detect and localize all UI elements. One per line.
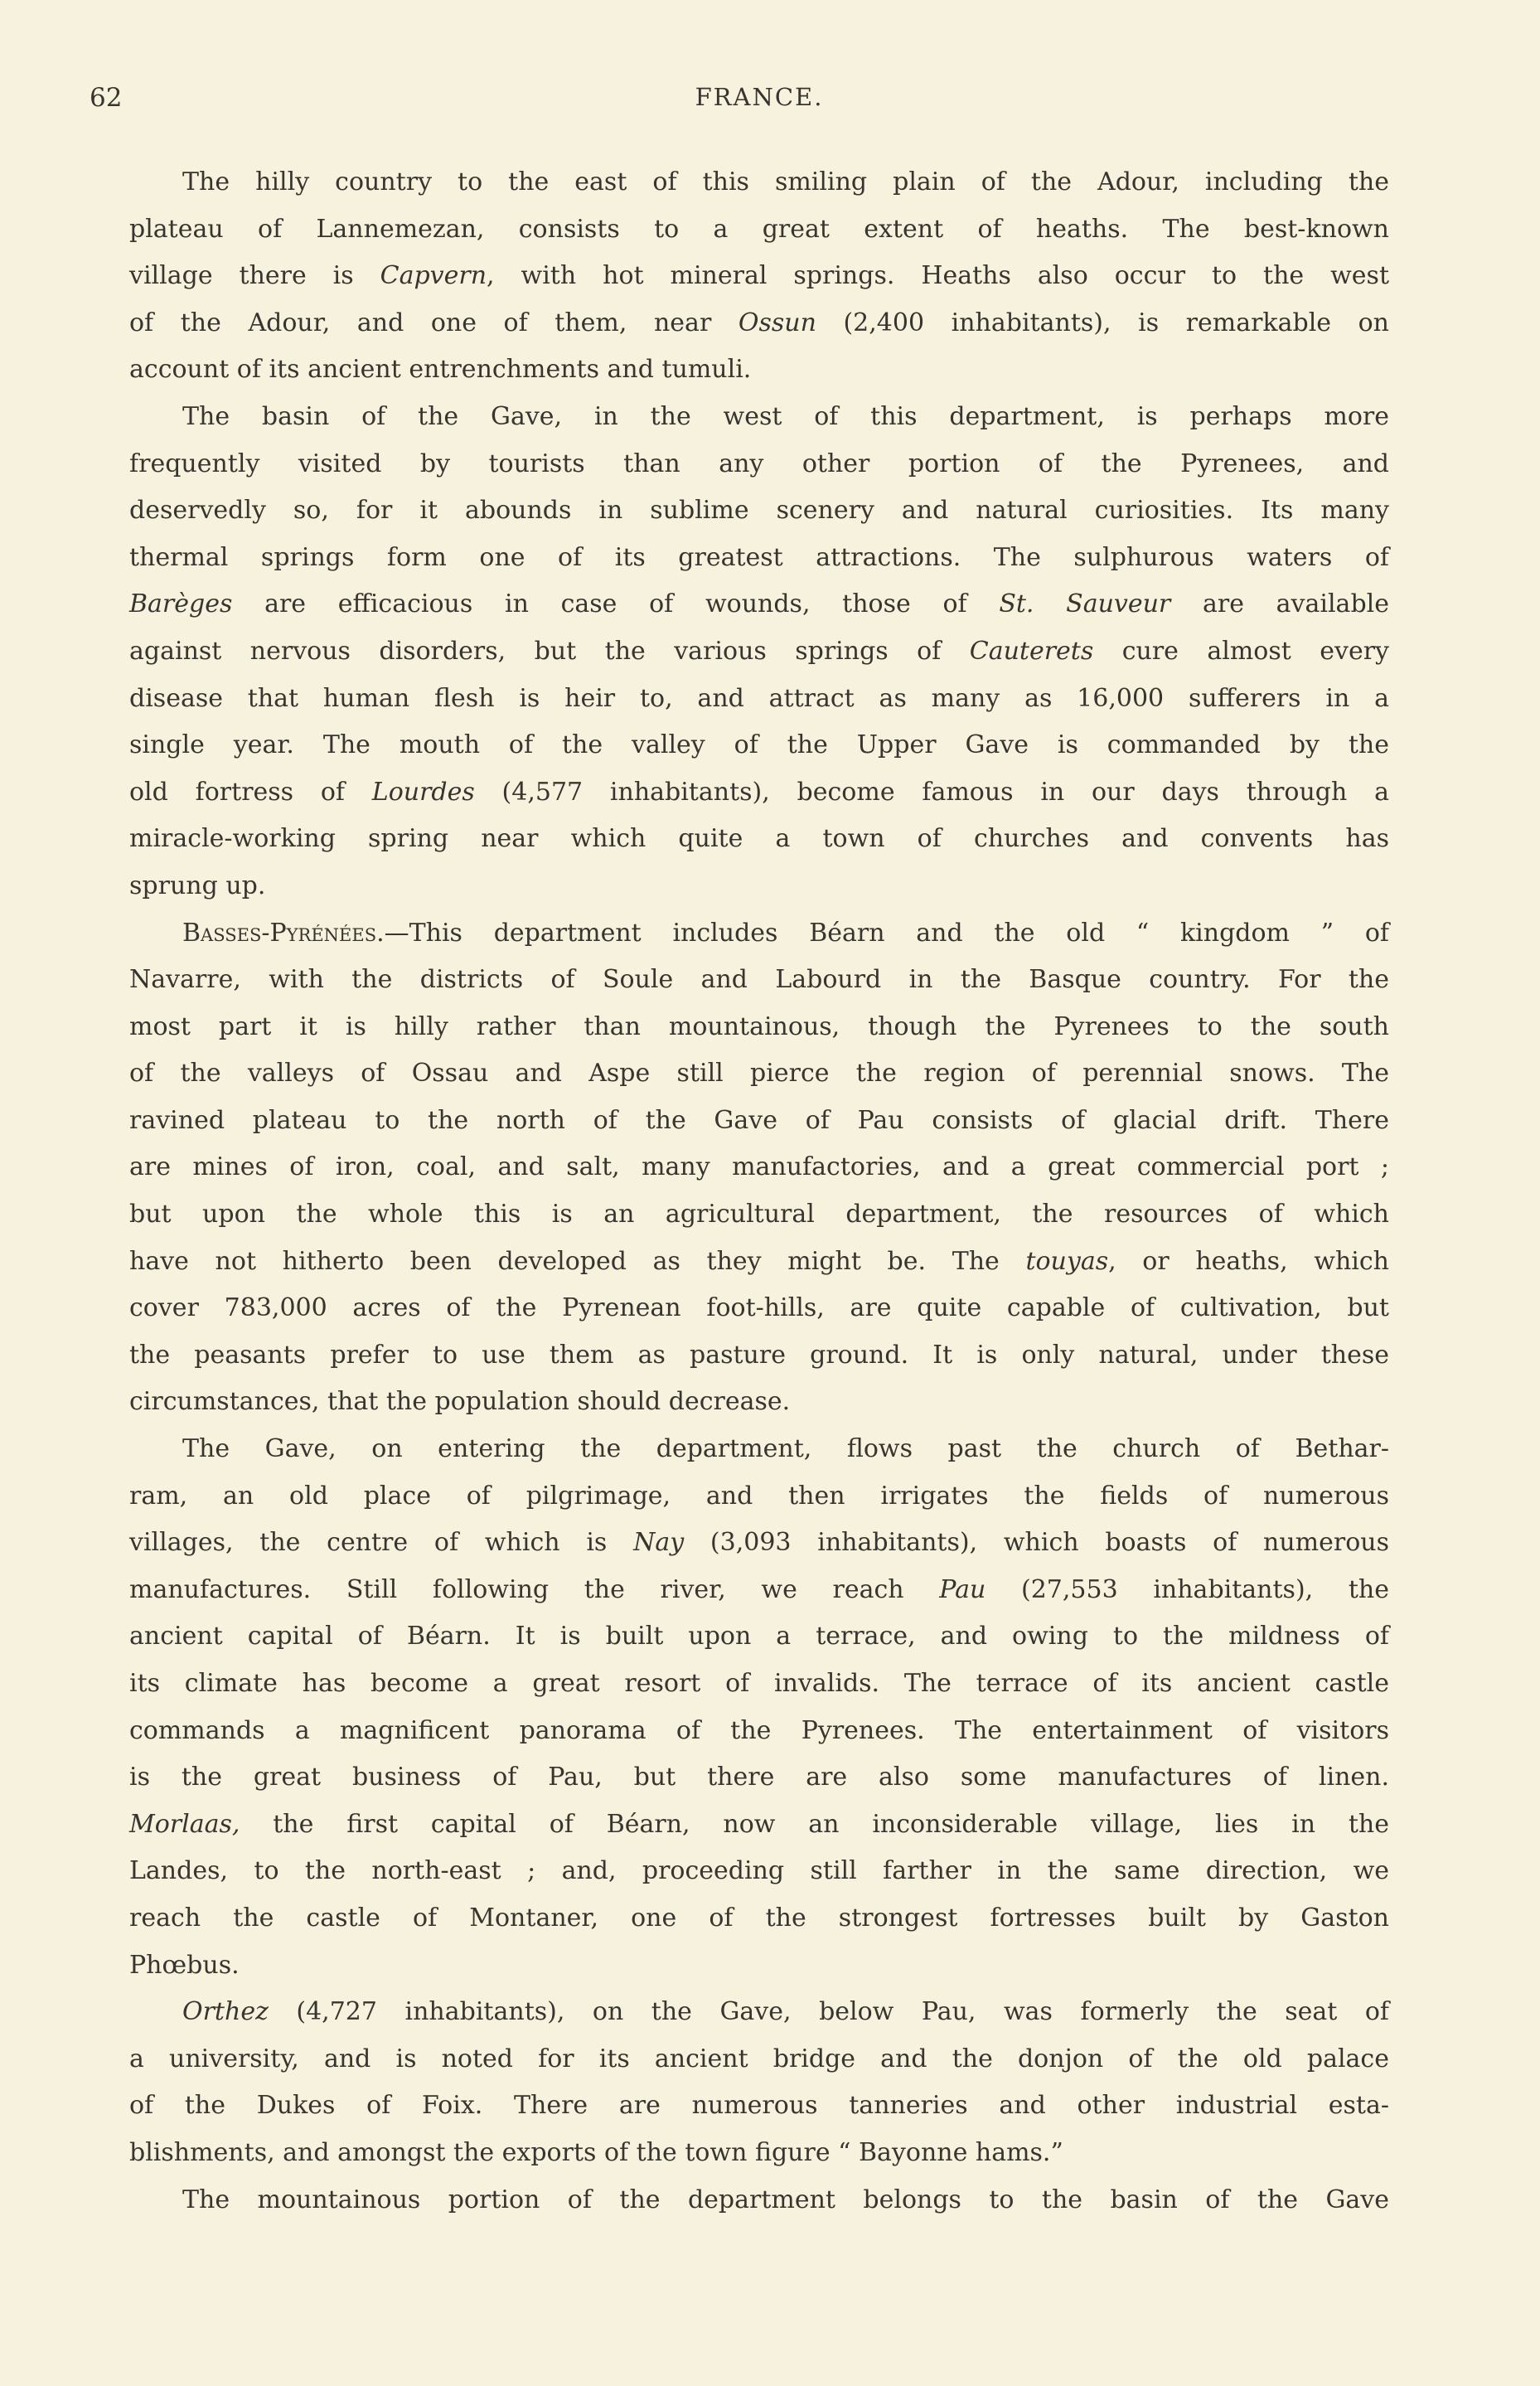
text-segment: single year. The mouth of the valley of the Upper Gave is commanded by the: [129, 730, 1389, 760]
text-line: [129, 628, 1389, 676]
text-line: [129, 253, 1389, 300]
italic-place-name: touyas: [1025, 1246, 1109, 1276]
text-segment: The mountainous portion of the department belongs to the basin of the Gave: [182, 2185, 1389, 2214]
text-segment: cure almost every: [1093, 636, 1389, 666]
running-title: FRANCE.: [695, 83, 824, 111]
text-segment: ram, an old place of pilgrimage, and then irrigates the fields of numerous: [129, 1481, 1389, 1511]
paragraph: [129, 1989, 1389, 2176]
text-segment: are available: [1170, 589, 1389, 619]
italic-place-name: Lourdes: [371, 777, 475, 807]
text-segment: reach the castle of Montaner, one of the strongest fortresses built by Gaston: [129, 1903, 1389, 1933]
text-line: [129, 1426, 1389, 1473]
text-line: [129, 863, 1389, 910]
text-line: [129, 535, 1389, 582]
text-segment: thermal springs form one of its greatest attractions. The sulphurous waters of: [129, 542, 1389, 572]
text-segment: of the Dukes of Foix. There are numerous tanneries and other industrial esta-: [129, 2091, 1389, 2121]
text-segment: The hilly country to the east of this smiling plain of the Adour, including the: [182, 167, 1389, 196]
text-segment: most part it is hilly rather than mountainous, though the Pyrenees to the south: [129, 1011, 1389, 1041]
text-segment: are efficacious in case of wounds, those of: [232, 589, 1000, 619]
body-text: [129, 159, 1389, 2224]
text-line: [129, 300, 1389, 347]
text-segment: sprung up.: [129, 871, 266, 900]
text-line: [129, 394, 1389, 441]
text-line: [129, 1144, 1389, 1191]
text-segment: Landes, to the north-east ; and, proceeding still farther in the same direction, we: [129, 1856, 1389, 1886]
text-line: [129, 1754, 1389, 1802]
text-line: [129, 1802, 1389, 1849]
text-segment: (2,400 inhabitants), is remarkable on: [816, 308, 1390, 337]
text-segment: (27,553 inhabitants), the: [986, 1574, 1389, 1604]
italic-place-name: St. Sauveur: [999, 589, 1171, 619]
text-line: [129, 1239, 1389, 1286]
text-line: [129, 957, 1389, 1004]
text-segment: (3,093 inhabitants), which boasts of numerous: [684, 1528, 1389, 1558]
text-segment: plateau of Lannemezan, consists to a great extent of heaths. The best-known: [129, 214, 1389, 244]
text-line: [129, 1613, 1389, 1661]
text-line: [129, 1520, 1389, 1567]
text-segment: —This department includes Béarn and the old “ kingdom ” of: [384, 918, 1389, 948]
text-line: [129, 1285, 1389, 1332]
italic-place-name: Nay: [633, 1528, 685, 1558]
italic-place-name: Pau: [939, 1574, 986, 1604]
text-segment: (4,577 inhabitants), become famous in our days through a: [474, 777, 1389, 807]
text-line: [129, 1661, 1389, 1708]
text-segment: account of its ancient entrenchments and tumuli.: [129, 355, 752, 385]
text-segment: villages, the centre of which is: [129, 1528, 634, 1558]
text-line: [129, 1332, 1389, 1380]
text-segment: , or heaths, which: [1108, 1246, 1389, 1276]
text-segment: Navarre, with the districts of Soule and Labourd in the Basque country. For the: [129, 965, 1389, 995]
text-segment: have not hitherto been developed as they might be. The: [129, 1246, 1026, 1276]
text-segment: the peasants prefer to use them as pasture ground. It is only natural, under these: [129, 1340, 1389, 1370]
text-line: [129, 206, 1389, 254]
text-line: [129, 910, 1389, 958]
text-segment: of the valleys of Ossau and Aspe still pierce the region of perennial snows. The: [129, 1059, 1389, 1089]
text-line: [129, 1708, 1389, 1755]
italic-place-name: Orthez: [182, 1997, 269, 2027]
text-segment: The basin of the Gave, in the west of this department, is perhaps more: [182, 401, 1389, 431]
section-heading: Basses-Pyrénées.: [182, 918, 385, 948]
text-line: [129, 1989, 1389, 2036]
italic-place-name: Barèges: [129, 589, 233, 619]
paragraph: [129, 159, 1389, 394]
text-segment: , with hot mineral springs. Heaths also occur to the west: [487, 261, 1389, 291]
paragraph: [129, 2177, 1389, 2224]
text-segment: blishments, and amongst the exports of the town figure “ Bayonne hams.”: [129, 2137, 1063, 2167]
italic-place-name: Morlaas,: [129, 1809, 240, 1839]
text-line: [129, 159, 1389, 206]
text-line: [129, 1191, 1389, 1239]
text-segment: frequently visited by tourists than any other portion of the Pyrenees, and: [129, 449, 1389, 478]
text-segment: The Gave, on entering the department, flows past the church of Bethar-: [182, 1434, 1389, 1464]
text-line: [129, 1379, 1389, 1426]
paragraph: [129, 394, 1389, 910]
text-line: [129, 1004, 1389, 1051]
paragraph: [129, 910, 1389, 1427]
text-segment: old fortress of: [129, 777, 372, 807]
text-line: [129, 1942, 1389, 1990]
text-segment: are mines of iron, coal, and salt, many manufactories, and a great commercial port ;: [129, 1152, 1389, 1182]
italic-place-name: Capvern: [380, 261, 487, 291]
text-line: [129, 2036, 1389, 2083]
text-segment: its climate has become a great resort of invalids. The terrace of its ancient castle: [129, 1669, 1389, 1698]
text-segment: but upon the whole this is an agricultural department, the resources of which: [129, 1200, 1389, 1229]
text-segment: Phœbus.: [129, 1950, 240, 1980]
text-segment: ravined plateau to the north of the Gave of Pau consists of glacial drift. There: [129, 1105, 1389, 1135]
text-line: [129, 816, 1389, 863]
text-segment: the first capital of Béarn, now an inconsiderable village, lies in the: [240, 1809, 1389, 1839]
italic-place-name: Cauterets: [969, 636, 1094, 666]
text-line: [129, 722, 1389, 769]
text-line: [129, 2177, 1389, 2224]
text-line: [129, 1848, 1389, 1895]
text-segment: deservedly so, for it abounds in sublime scenery and natural curiosities. Its many: [129, 496, 1389, 526]
page-number: 62: [90, 83, 123, 113]
text-segment: is the great business of Pau, but there are also some manufactures of linen.: [129, 1763, 1389, 1792]
text-segment: (4,727 inhabitants), on the Gave, below Pau, was formerly the seat of: [268, 1997, 1389, 2027]
text-segment: village there is: [129, 261, 380, 291]
text-line: [129, 487, 1389, 535]
text-segment: circumstances, that the population should decrease.: [129, 1387, 791, 1417]
text-line: [129, 676, 1389, 723]
text-line: [129, 769, 1389, 817]
text-segment: disease that human flesh is heir to, and attract as many as 16,000 sufferers in a: [129, 683, 1389, 713]
text-line: [129, 1895, 1389, 1942]
text-line: [129, 1567, 1389, 1614]
text-segment: ancient capital of Béarn. It is built upon a terrace, and owing to the mildness of: [129, 1622, 1389, 1651]
text-segment: manufactures. Still following the river, we reach: [129, 1574, 940, 1604]
text-line: [129, 1098, 1389, 1145]
text-line: [129, 2130, 1389, 2177]
italic-place-name: Ossun: [738, 308, 816, 337]
text-line: [129, 1473, 1389, 1520]
text-line: [129, 581, 1389, 628]
text-segment: cover 783,000 acres of the Pyrenean foot-hills, are quite capable of cultivation, but: [129, 1293, 1389, 1323]
text-segment: miracle-working spring near which quite a town of churches and convents has: [129, 824, 1389, 854]
text-line: [129, 441, 1389, 488]
text-segment: a university, and is noted for its ancient bridge and the donjon of the old palace: [129, 2044, 1389, 2073]
text-segment: of the Adour, and one of them, near: [129, 308, 739, 337]
text-segment: commands a magnificent panorama of the Pyrenees. The entertainment of visitors: [129, 1715, 1389, 1745]
text-line: [129, 1050, 1389, 1098]
text-segment: against nervous disorders, but the various springs of: [129, 636, 970, 666]
text-line: [129, 2083, 1389, 2130]
paragraph: [129, 1426, 1389, 1989]
text-line: [129, 347, 1389, 394]
